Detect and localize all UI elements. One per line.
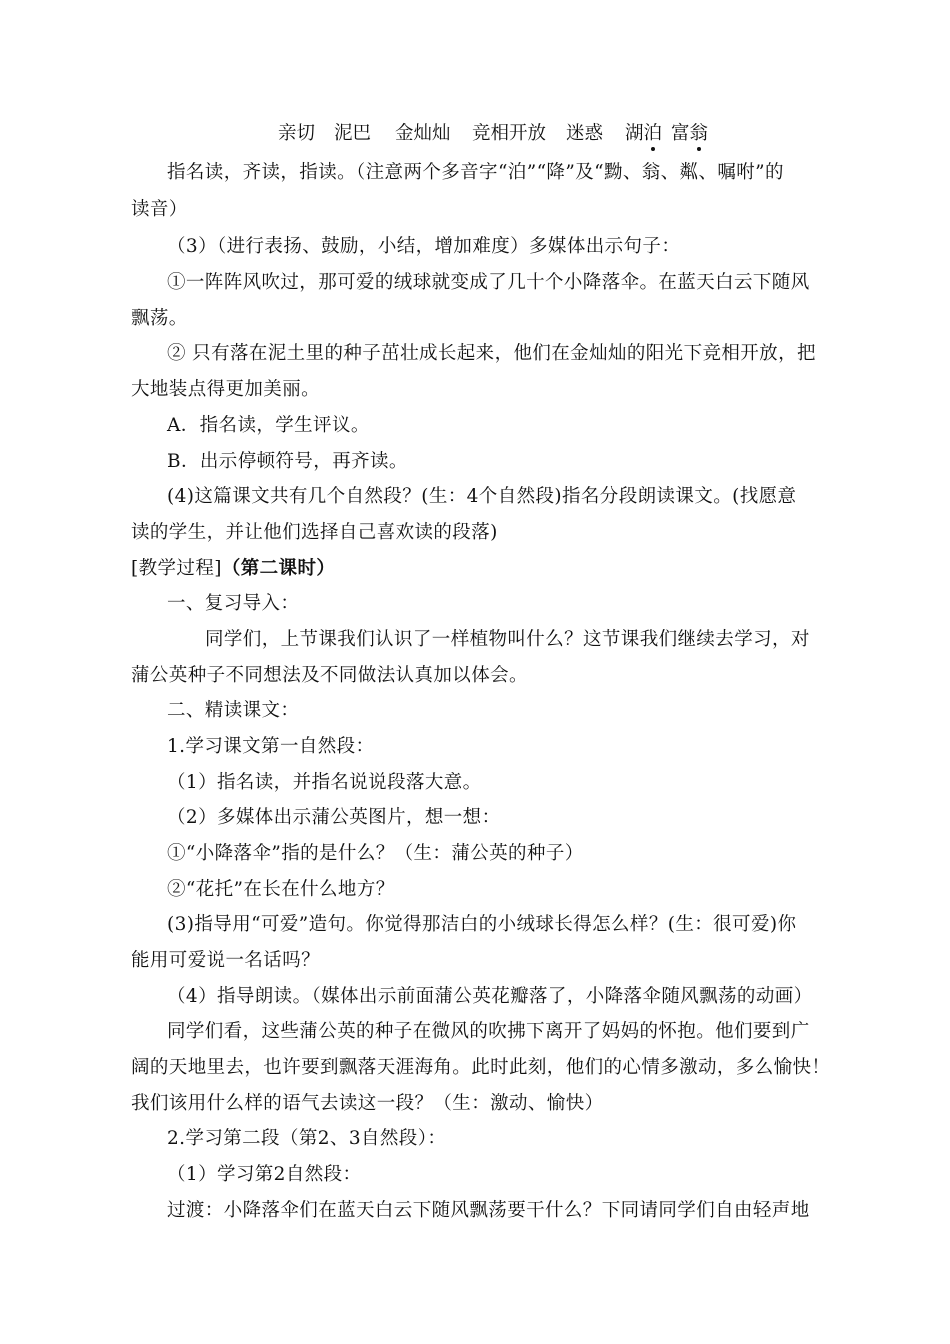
text-line: 能用可爱说一名话吗？ bbox=[131, 950, 321, 971]
text-line: 大地装点得更加美丽。 bbox=[131, 379, 321, 400]
section-heading: [教学过程]（第二课时） bbox=[131, 558, 336, 579]
text-line: ①“小降落伞”指的是什么？（生：蒲公英的种子） bbox=[167, 843, 584, 864]
text-line: 2.学习第二段（第2、3自然段）： bbox=[167, 1128, 447, 1149]
text-line: 飘荡。 bbox=[131, 308, 188, 329]
text-line: 我们该用什么样的语气去读这一段？（生：激动、愉快） bbox=[131, 1093, 604, 1114]
text-line: 蒲公英种子不同想法及不同做法认真加以体会。 bbox=[131, 665, 528, 686]
vocab-word: 竞相开放 bbox=[472, 123, 547, 144]
text-line: （1）学习第2自然段： bbox=[167, 1164, 362, 1185]
text-line: 同学们，上节课我们认识了一样植物叫什么？这节课我们继续去学习，对 bbox=[205, 629, 810, 650]
text-line: B．出示停顿符号，再齐读。 bbox=[167, 451, 408, 472]
text-line: （1）指名读，并指名说说段落大意。 bbox=[167, 772, 482, 793]
text-line: 读的学生，并让他们选择自己喜欢读的段落) bbox=[131, 522, 498, 543]
text-line: （4）指导朗读。（媒体出示前面蒲公英花瓣落了，小降落伞随风飘荡的动画） bbox=[167, 986, 813, 1007]
vocab-word: 亲切 bbox=[278, 123, 316, 144]
vocab-word: 金灿灿 bbox=[395, 123, 451, 144]
text-line: 指名读，齐读，指读。（注意两个多音字“泊”“降”及“黝、翁、粼、嘱咐”的 bbox=[167, 162, 784, 183]
text-line: ②“花托”在长在什么地方？ bbox=[167, 879, 395, 900]
text-line: A．指名读，学生评议。 bbox=[167, 415, 370, 436]
vocab-word: 富翁 bbox=[671, 123, 709, 144]
text-line: ①一阵阵风吹过，那可爱的绒球就变成了几十个小降落伞。在蓝天白云下随风 bbox=[167, 272, 810, 293]
text-line: (4)这篇课文共有几个自然段？(生：4个自然段)指名分段朗读课文。(找愿意 bbox=[167, 486, 797, 507]
vocab-word: 迷惑 bbox=[566, 123, 604, 144]
text-line: 阔的天地里去，也许要到飘落天涯海角。此时此刻，他们的心情多激动，多么愉快！ bbox=[131, 1057, 831, 1078]
text-line: 读音） bbox=[131, 199, 188, 220]
emphasis-dot-char: 翁 bbox=[689, 123, 709, 144]
text-line: （3）（进行表扬、鼓励，小结，增加难度）多媒体出示句子： bbox=[167, 236, 681, 257]
text-line: 一、复习导入： bbox=[167, 593, 300, 614]
text-line: 同学们看，这些蒲公英的种子在微风的吹拂下离开了妈妈的怀抱。他们要到广 bbox=[167, 1021, 810, 1042]
text-line: （2）多媒体出示蒲公英图片，想一想： bbox=[167, 807, 501, 828]
text-line: (3)指导用“可爱”造句。你觉得那洁白的小绒球长得怎么样？(生：很可爱)你 bbox=[167, 914, 797, 935]
vocab-word: 泥巴 bbox=[334, 123, 372, 144]
text-line: 二、精读课文： bbox=[167, 700, 300, 721]
text-line: 1.学习课文第一自然段： bbox=[167, 736, 375, 757]
emphasis-dot-char: 泊 bbox=[643, 123, 663, 144]
text-line: ② 只有落在泥土里的种子茁壮成长起来，他们在金灿灿的阳光下竞相开放，把 bbox=[167, 343, 816, 364]
text-line: 过渡：小降落伞们在蓝天白云下随风飘荡要干什么？下同请同学们自由轻声地 bbox=[167, 1200, 810, 1221]
vocab-word: 湖泊 bbox=[625, 123, 663, 144]
